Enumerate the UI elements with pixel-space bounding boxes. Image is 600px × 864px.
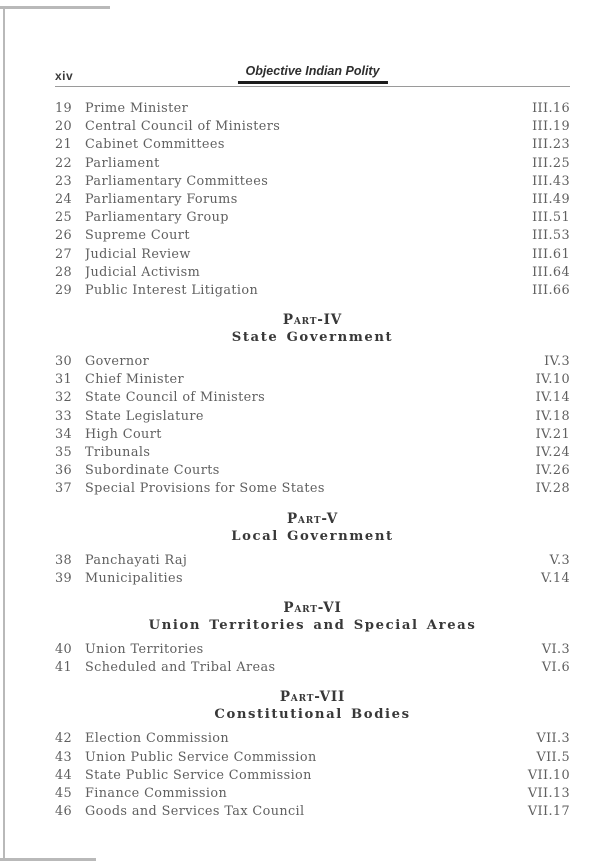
toc-entry-number: 21: [55, 137, 73, 153]
toc-entry-number: 35: [55, 445, 73, 460]
scan-edge-left: [3, 6, 5, 861]
toc-entry-page: IV.24: [535, 445, 570, 460]
toc-entry: [55, 571, 570, 589]
toc-entry-page: IV.28: [535, 481, 570, 497]
toc-entry: [55, 174, 570, 192]
toc-entry-number: 44: [55, 767, 73, 783]
toc-entry-title: Supreme Court: [85, 228, 190, 244]
scan-edge-top: [0, 6, 110, 9]
toc-entry-page: VII.17: [527, 804, 570, 820]
toc-entry-page: VI.6: [541, 660, 570, 676]
toc-entry-title: Election Commission: [85, 731, 230, 747]
toc-entry-title: Union Territories: [85, 641, 204, 657]
toc-entry-number: 46: [55, 804, 73, 820]
part-heading: [55, 689, 570, 723]
toc-entry-title: High Court: [85, 426, 162, 442]
toc-entry: [55, 804, 570, 822]
toc-entry: [55, 265, 570, 283]
running-header: [55, 64, 570, 87]
toc-entry-number: 37: [55, 481, 73, 497]
toc-entry: [55, 427, 570, 445]
toc-entry-title: Cabinet Committees: [85, 137, 225, 153]
toc-entry-page: III.49: [532, 191, 570, 207]
toc-entry-title: Judicial Review: [85, 246, 191, 262]
toc-entry-title: Prime Minister: [85, 101, 189, 116]
toc-entry-number: 23: [55, 173, 73, 189]
toc-entry-number: 30: [55, 354, 73, 370]
part-title: Union Territories and Special Areas: [148, 617, 477, 633]
toc-entry-number: 26: [55, 228, 73, 244]
toc-entry-number: 36: [55, 463, 73, 479]
toc-entry-title: Parliamentary Committees: [85, 173, 269, 189]
toc-entry-page: VI.3: [541, 641, 570, 657]
toc-entry-page: IV.21: [535, 426, 570, 442]
toc-entry-page: III.43: [532, 173, 570, 189]
toc-entry-page: III.25: [532, 155, 570, 171]
toc-entry-title: Central Council of Ministers: [85, 119, 281, 135]
toc-entry: [55, 390, 570, 408]
toc-entry-title: Tribunals: [85, 445, 151, 460]
toc-entry: [55, 750, 570, 768]
toc-entry-title: Governor: [85, 354, 150, 370]
toc-entry-number: 29: [55, 282, 73, 298]
toc-entry-title: Municipalities: [85, 570, 183, 586]
toc-entry: [55, 553, 570, 571]
toc-entry-page: V.14: [541, 570, 570, 586]
toc-entry: [55, 642, 570, 660]
toc-entry: [55, 463, 570, 481]
part-label: Part-IV: [282, 312, 343, 329]
toc-entry-number: 32: [55, 390, 73, 406]
toc-entry-title: Panchayati Raj: [85, 552, 188, 568]
toc-entry: [55, 192, 570, 210]
toc-entry-page: III.61: [532, 246, 570, 262]
part-label: Part-V: [286, 510, 339, 527]
toc-entry-number: 38: [55, 552, 73, 568]
page-content: [55, 64, 570, 822]
toc-entry: [55, 768, 570, 786]
part-title: State Government: [231, 330, 394, 346]
toc-entry: [55, 372, 570, 390]
part-heading: [55, 511, 570, 545]
toc-entry-title: State Legislature: [85, 408, 204, 424]
toc-entry-page: III.23: [532, 137, 570, 153]
part-title: Constitutional Bodies: [214, 707, 411, 723]
toc-entry: [55, 137, 570, 155]
toc-entry-number: 27: [55, 246, 73, 262]
part-label: Part-VII: [279, 689, 346, 706]
toc-entry-number: 20: [55, 119, 73, 135]
toc-entry-number: 40: [55, 641, 73, 657]
toc-entry-number: 39: [55, 570, 73, 586]
toc-entry: [55, 101, 570, 119]
toc-entry-number: 43: [55, 749, 73, 765]
toc-entry-title: Parliament: [85, 155, 160, 171]
toc-entry-title: Goods and Services Tax Council: [85, 804, 305, 820]
toc-entry-page: III.16: [532, 101, 570, 116]
toc-entry-title: Scheduled and Tribal Areas: [85, 660, 276, 676]
toc-entry: [55, 119, 570, 137]
toc-entry-title: Public Interest Litigation: [85, 282, 259, 298]
toc-entry-number: 22: [55, 155, 73, 171]
toc-entry: [55, 283, 570, 301]
toc-entry-number: 42: [55, 731, 73, 747]
toc-entry: [55, 247, 570, 265]
toc-entry: [55, 731, 570, 749]
toc-entry-page: VII.13: [527, 785, 570, 801]
toc-entry-page: III.64: [532, 264, 570, 280]
toc-entry-title: Parliamentary Forums: [85, 191, 238, 207]
toc-entry-title: Special Provisions for Some States: [85, 481, 325, 497]
part-label: Part-VI: [283, 599, 342, 616]
part-title: Local Government: [231, 528, 394, 544]
toc-entry: [55, 228, 570, 246]
toc-entry-page: III.53: [532, 228, 570, 244]
toc-entry-number: 41: [55, 660, 73, 676]
toc-entry-page: IV.10: [535, 372, 570, 388]
toc-entry-number: 25: [55, 210, 73, 226]
toc-entry: [55, 354, 570, 372]
toc-entry: [55, 210, 570, 228]
part-heading: [55, 312, 570, 346]
toc-entry-page: IV.18: [535, 408, 570, 424]
toc-entry-title: State Public Service Commission: [85, 767, 312, 783]
toc-entry-page: V.3: [549, 552, 570, 568]
toc-entry: [55, 445, 570, 463]
toc-entry-page: IV.26: [535, 463, 570, 479]
toc-entry-number: 31: [55, 372, 73, 388]
toc-entry: [55, 156, 570, 174]
toc-entry-title: Subordinate Courts: [85, 463, 220, 479]
toc-entry-number: 28: [55, 264, 73, 280]
toc-entry-page: III.51: [532, 210, 570, 226]
toc-entry-page: IV.14: [535, 390, 570, 406]
toc-entry-page: VII.5: [536, 749, 570, 765]
toc-entry: [55, 660, 570, 678]
toc-entry-page: VII.3: [536, 731, 570, 747]
toc-entry-number: 19: [55, 101, 73, 116]
toc-entry-title: Finance Commission: [85, 785, 228, 801]
toc-entry-title: State Council of Ministers: [85, 390, 266, 406]
toc-entry: [55, 786, 570, 804]
toc-entry-number: 34: [55, 426, 73, 442]
toc-entry-number: 24: [55, 191, 73, 207]
toc-entry-title: Chief Minister: [85, 372, 185, 388]
toc-entry-number: 45: [55, 785, 73, 801]
scan-edge-bottom: [0, 858, 96, 861]
toc-sections: [55, 101, 570, 822]
toc-entry-page: VII.10: [527, 767, 570, 783]
toc-entry-number: 33: [55, 408, 73, 424]
toc-entry: [55, 481, 570, 499]
toc-entry-title: Judicial Activism: [85, 264, 201, 280]
toc-entry-page: III.66: [532, 282, 570, 298]
toc-entry-page: III.19: [532, 119, 570, 135]
toc-entry-page: IV.3: [544, 354, 570, 370]
folio-page-number: xiv: [55, 69, 74, 83]
toc-entry-title: Parliamentary Group: [85, 210, 229, 226]
toc-entry: [55, 409, 570, 427]
running-title: Objective Indian Polity: [237, 64, 387, 84]
part-heading: [55, 600, 570, 634]
toc-entry-title: Union Public Service Commission: [85, 749, 317, 765]
